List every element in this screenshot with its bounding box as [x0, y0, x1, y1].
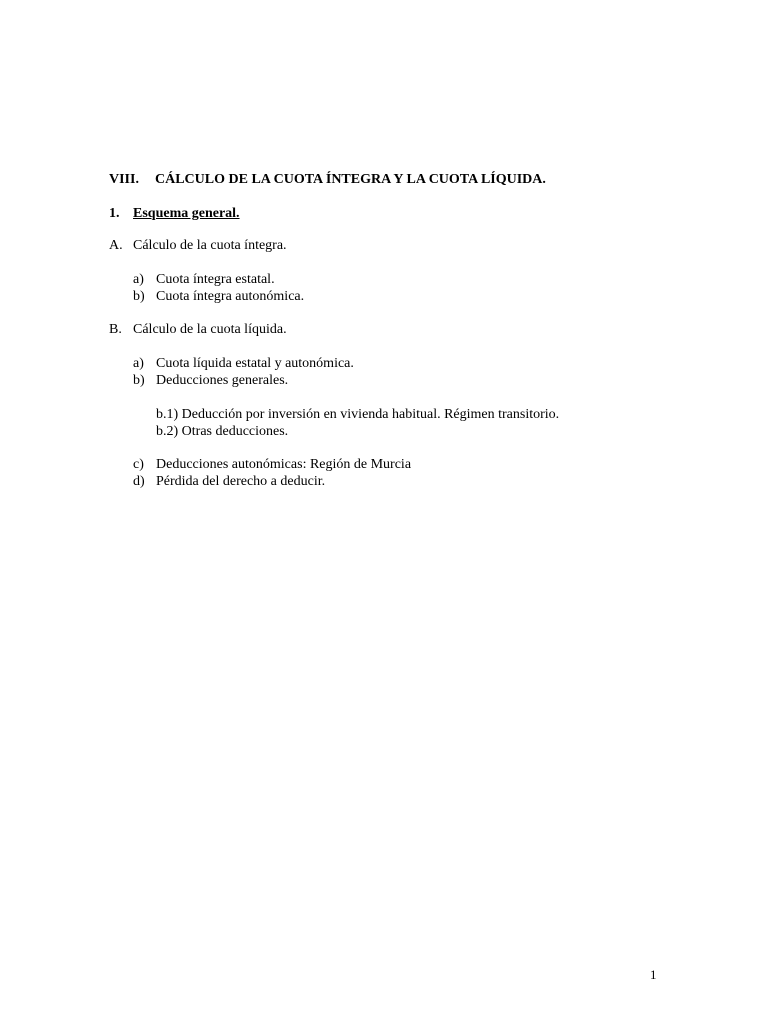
item-marker: a)	[133, 356, 144, 371]
item-marker: b)	[133, 289, 145, 304]
item-text: Cuota íntegra estatal.	[156, 272, 275, 287]
section-number: 1.	[109, 206, 120, 221]
chapter-heading	[109, 171, 546, 188]
list-item	[133, 288, 304, 305]
item-text: Cuota líquida estatal y autonómica.	[156, 356, 354, 371]
item-marker: b)	[133, 373, 145, 388]
list-item	[133, 456, 411, 473]
list-item	[133, 473, 325, 490]
sub-item-text: b.1) Deducción por inversión en vivienda habitual. Régimen transitorio.	[156, 407, 560, 422]
section-heading	[109, 205, 240, 222]
item-text: Deducciones generales.	[156, 373, 289, 388]
chapter-number: VIII.	[109, 172, 139, 187]
list-item	[133, 355, 354, 372]
part-a-title: Cálculo de la cuota íntegra.	[133, 238, 287, 253]
item-marker: d)	[133, 474, 145, 489]
part-a-heading	[109, 237, 287, 254]
part-b-heading	[109, 321, 287, 338]
item-text: Cuota íntegra autonómica.	[156, 289, 305, 304]
sub-list-item	[156, 423, 288, 440]
part-b-title: Cálculo de la cuota líquida.	[133, 322, 287, 337]
section-title: Esquema general.	[133, 206, 240, 221]
item-text: Deducciones autonómicas: Región de Murcia	[156, 457, 412, 472]
part-b-letter: B.	[109, 322, 122, 337]
list-item	[133, 271, 275, 288]
part-a-letter: A.	[109, 238, 123, 253]
chapter-title: CÁLCULO DE LA CUOTA ÍNTEGRA Y LA CUOTA LÍQUIDA.	[155, 172, 546, 187]
item-marker: a)	[133, 272, 144, 287]
list-item	[133, 372, 288, 389]
sub-item-text: b.2) Otras deducciones.	[156, 424, 289, 439]
item-marker: c)	[133, 457, 144, 472]
item-text: Pérdida del derecho a deducir.	[156, 474, 326, 489]
page-number: 1	[650, 967, 657, 982]
sub-list-item	[156, 406, 559, 423]
